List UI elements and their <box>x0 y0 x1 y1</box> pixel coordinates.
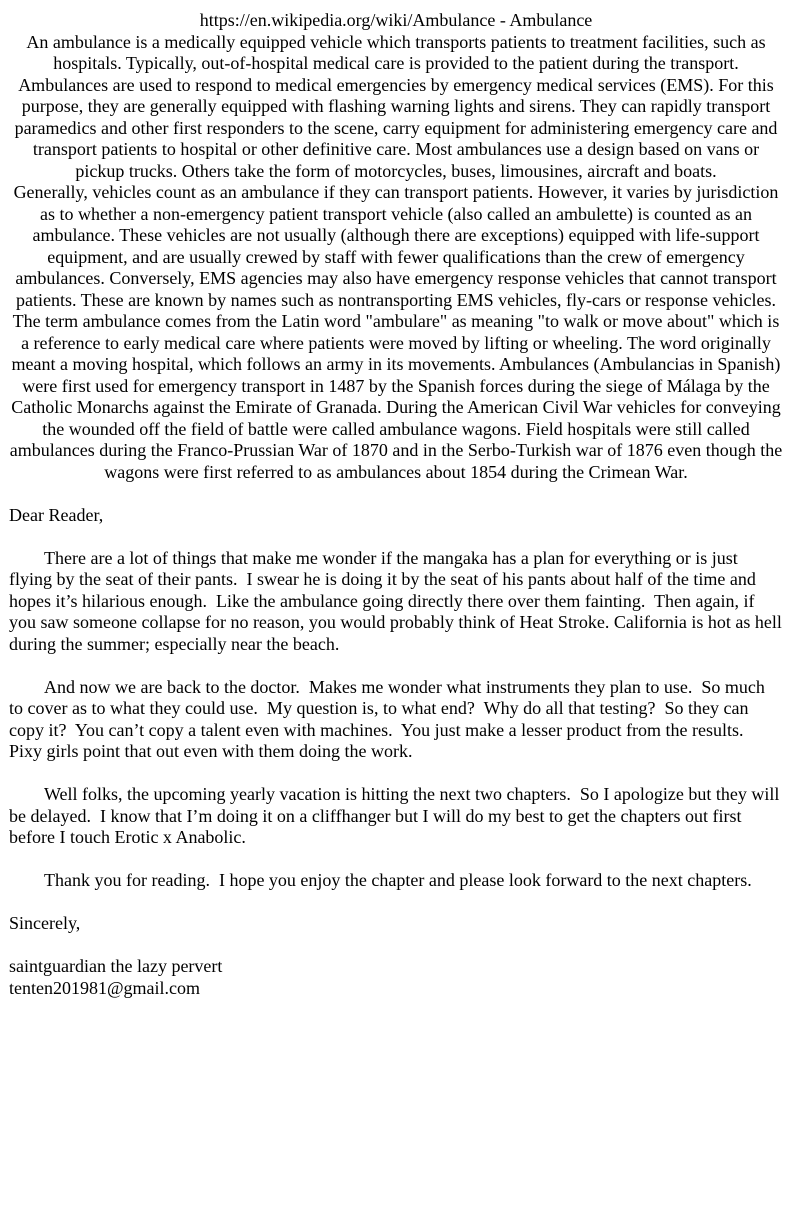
signature-email: tenten201981@gmail.com <box>9 977 201 998</box>
letter-paragraph-1: There are a lot of things that make me wonder if the mangaka has a plan for everything or is just flying by the seat of their pants. I swear he is doing it by the seat of his pants about half of the time and hopes it’s hilarious enough. Like the ambulance going directly there over them fainting. Then again, if you saw someone collapse for no reason, you would probably think of Heat Stroke. California is hot as hell during the summer; especially near the beach. <box>9 547 787 654</box>
letter-paragraph-3: Well folks, the upcoming yearly vacation is hitting the next two chapters. So I apologize but they will be delayed. I know that I’m doing it on a cliffhanger but I will do my best to get the chapters out first before I touch Erotic x Anabolic. <box>9 784 784 847</box>
closing: Sincerely, <box>9 913 81 933</box>
wiki-paragraph-2: Generally, vehicles count as an ambulance if they can transport patients. However, it varies by jurisdiction as to whether a non-emergency patient transport vehicle (also called an ambulette) is counted as an ambulance. These vehicles are not usually (although there are exceptions) equipped with life-support equipment, and are usually crewed by staff with fewer qualifications than the crew of emergency ambulances. Conversely, EMS agencies may also have emergency response vehicles that cannot transport patients. These are known by names such as nontransporting EMS vehicles, fly-cars or response vehicles. The term ambulance comes from the Latin word "ambulare" as meaning "to walk or move about" which is a reference to early medical care where patients were moved by lifting or wheeling. The word originally meant a moving hospital, which follows an army in its movements. Ambulances (Ambulancias in Spanish) were first used for emergency transport in 1487 by the Spanish forces during the siege of Málaga by the Catholic Monarchs against the Emirate of Granada. During the American Civil War vehicles for conveying the wounded off the field of battle were called ambulance wagons. Field hospitals were still called ambulances during the Franco-Prussian War of 1870 and in the Serbo-Turkish war of 1876 even though the wagons were first referred to as ambulances about 1854 during the Crimean War. <box>9 182 783 482</box>
source-url-text: https://en.wikipedia.org/wiki/Ambulance - Ambulance <box>199 10 593 30</box>
letter-paragraph-4: Thank you for reading. I hope you enjoy the chapter and please look forward to the next chapters. <box>44 870 752 890</box>
signature-name: saintguardian the lazy pervert <box>9 956 223 976</box>
salutation: Dear Reader, <box>9 504 104 525</box>
wiki-excerpt-block <box>9 10 783 483</box>
letter-paragraph-2: And now we are back to the doctor. Makes me wonder what instruments they plan to use. So much to cover as to what they could use. My question is, to what end? Why do all that testing? So they can copy it? You can’t copy a talent even with machines. You just make a lesser product from the results. Pixy girls point that out even with them doing the work. <box>9 676 770 761</box>
signature-block <box>9 956 783 999</box>
wiki-paragraph-1: An ambulance is a medically equipped vehicle which transports patients to treatment facilities, such as hospitals. Typically, out-of-hospital medical care is provided to the patient during the transport. Ambulances are used to respond to medical emergencies by emergency medical services (EMS). For this purpose, they are generally equipped with flashing warning lights and sirens. They can rapidly transport paramedics and other first responders to the scene, carry equipment for administering emergency care and transport patients to hospital or other definitive care. Most ambulances use a design based on vans or pickup trucks. Others take the form of motorcycles, buses, limousines, aircraft and boats. <box>14 31 778 181</box>
